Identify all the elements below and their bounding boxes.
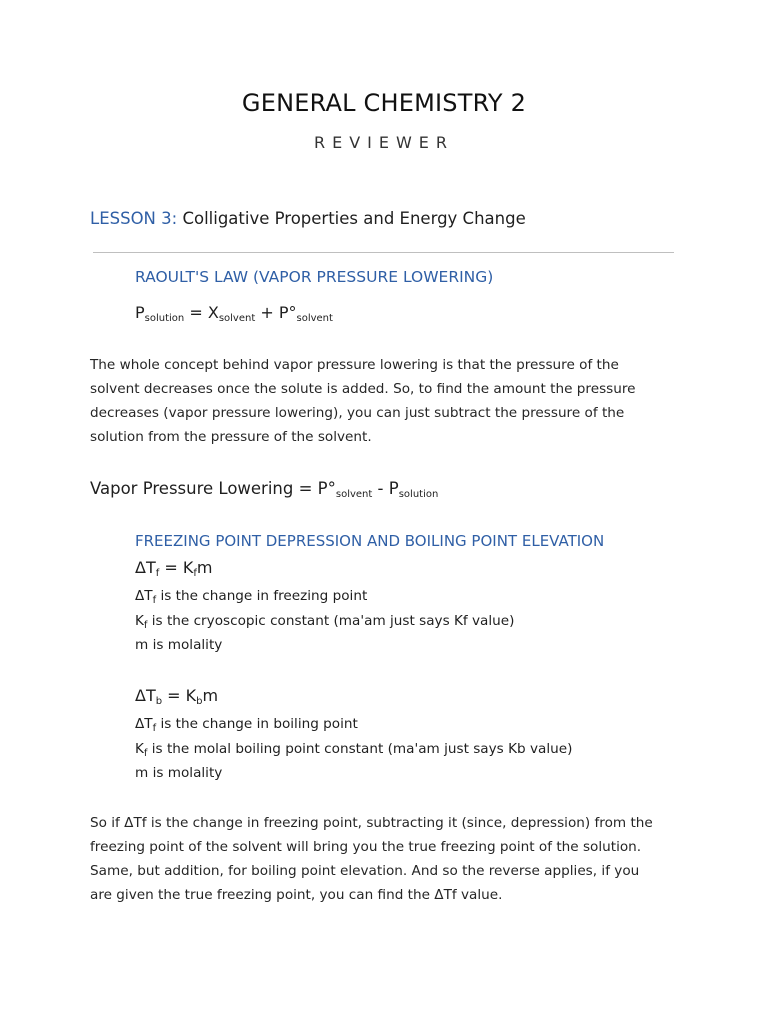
raoult-formula: $P_{solution} = X_{solvent} + P^\circ_{solvent}$ (135, 303, 333, 324)
raoult-heading: RAOULT'S LAW (VAPOR PRESSURE LOWERING) (135, 268, 494, 286)
definition-line: $\Delta T_f$ is the change in boiling point (135, 716, 358, 734)
document-subtitle: REVIEWER (313, 133, 455, 152)
definition-line: m is molality (135, 765, 223, 781)
paragraph-line: decreases (vapor pressure lowering), you can just subtract the pressure of the (90, 405, 625, 421)
definition-line: $K_f$ is the molal boiling point constant (ma'am just says Kb value) (135, 741, 573, 759)
definition-line: m is molality (135, 637, 223, 653)
lesson-number: LESSON 3: (90, 209, 178, 228)
paragraph-line: solution from the pressure of the solvent. (90, 429, 372, 445)
paragraph-line: Same, but addition, for boiling point elevation. And so the reverse applies, if you (90, 863, 640, 879)
fpd-heading: FREEZING POINT DEPRESSION AND BOILING POINT ELEVATION (135, 532, 605, 550)
fpd-paragraph (90, 811, 690, 907)
document-title: GENERAL CHEMISTRY 2 (241, 89, 527, 117)
definition-line: $\Delta T_f$ is the change in freezing point (135, 588, 368, 606)
lesson-title: Colligative Properties and Energy Change (182, 209, 526, 228)
paragraph-line: The whole concept behind vapor pressure lowering is that the pressure of the (90, 357, 619, 373)
vapor-pressure-lowering-formula: Vapor Pressure Lowering = $P^\circ_{solvent} - P_{solution}$ (90, 479, 439, 500)
paragraph-line: are given the true freezing point, you can find the ΔTf value. (90, 887, 503, 903)
boiling-point-formula: $\Delta T_b = K_bm$ (135, 686, 219, 707)
raoult-paragraph (90, 353, 690, 449)
lesson-heading (90, 209, 526, 228)
paragraph-line: freezing point of the solvent will bring you the true freezing point of the solution. (90, 839, 642, 855)
freezing-point-formula: $\Delta T_f = K_fm$ (135, 558, 213, 579)
paragraph-line: solvent decreases once the solute is added. So, to find the amount the pressure (90, 381, 636, 397)
section-divider (93, 252, 674, 253)
definition-line: $K_f$ is the cryoscopic constant (ma'am just says Kf value) (135, 613, 515, 631)
paragraph-line: So if ΔTf is the change in freezing point, subtracting it (since, depression) from the (90, 815, 653, 831)
